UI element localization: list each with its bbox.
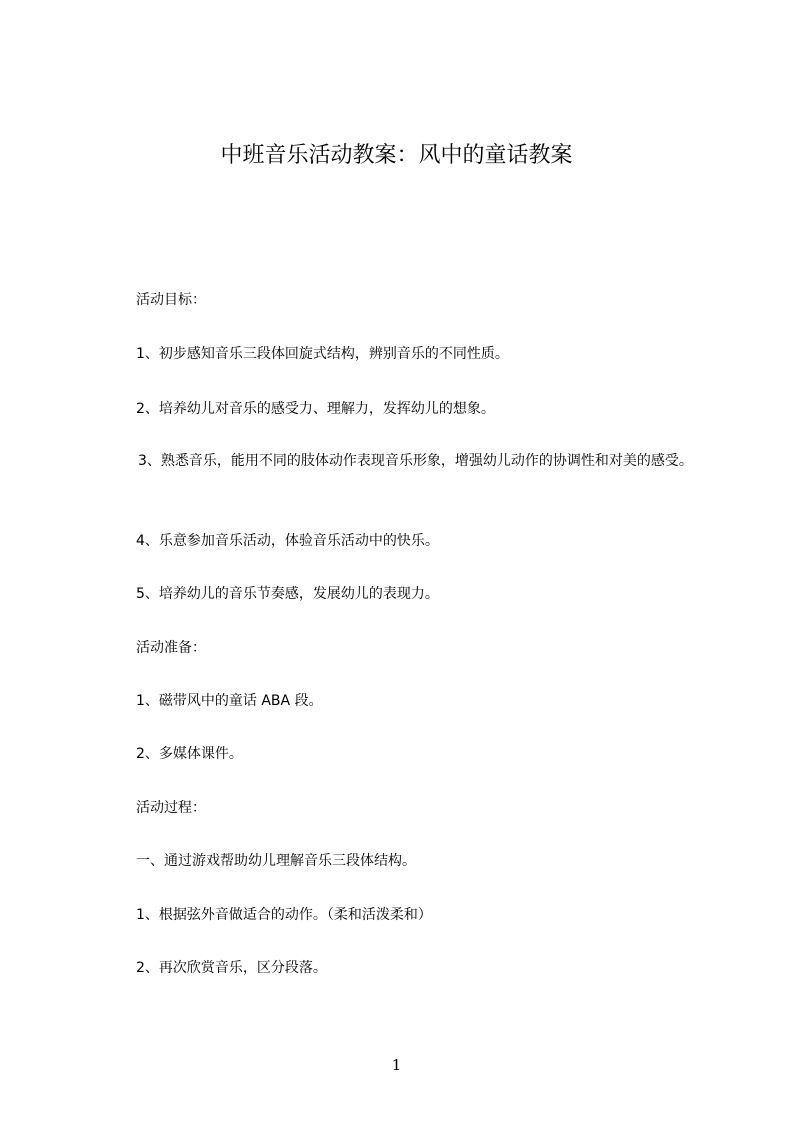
process-item-1: 1、根据弦外音做适合的动作。（柔和活泼柔和） [136, 907, 432, 923]
document-title: 中班音乐活动教案：风中的童话教案 [220, 143, 573, 168]
process-item-2: 2、再次欣赏音乐，区分段落。 [136, 960, 327, 976]
goal-item-5: 5、培养幼儿的音乐节奏感，发展幼儿的表现力。 [136, 586, 439, 602]
process-heading: 活动过程： [136, 800, 206, 816]
preparation-item-2: 2、多媒体课件。 [136, 746, 243, 762]
preparation-heading: 活动准备： [136, 640, 206, 656]
goal-item-4: 4、乐意参加音乐活动，体验音乐活动中的快乐。 [136, 533, 439, 549]
page-number: 1 [391, 1056, 402, 1074]
preparation-item-1: 1、磁带风中的童话 ABA 段。 [136, 693, 323, 709]
goal-item-2: 2、培养幼儿对音乐的感受力、理解力，发挥幼儿的想象。 [136, 401, 495, 417]
goal-item-1: 1、初步感知音乐三段体回旋式结构，辨别音乐的不同性质。 [136, 346, 509, 362]
process-part-1: 一、通过游戏帮助幼儿理解音乐三段体结构。 [136, 853, 416, 869]
goal-item-3: 3、熟悉音乐，能用不同的肢体动作表现音乐形象，增强幼儿动作的协调性和对美的感受。 [138, 453, 693, 469]
goals-heading: 活动目标： [136, 292, 206, 308]
